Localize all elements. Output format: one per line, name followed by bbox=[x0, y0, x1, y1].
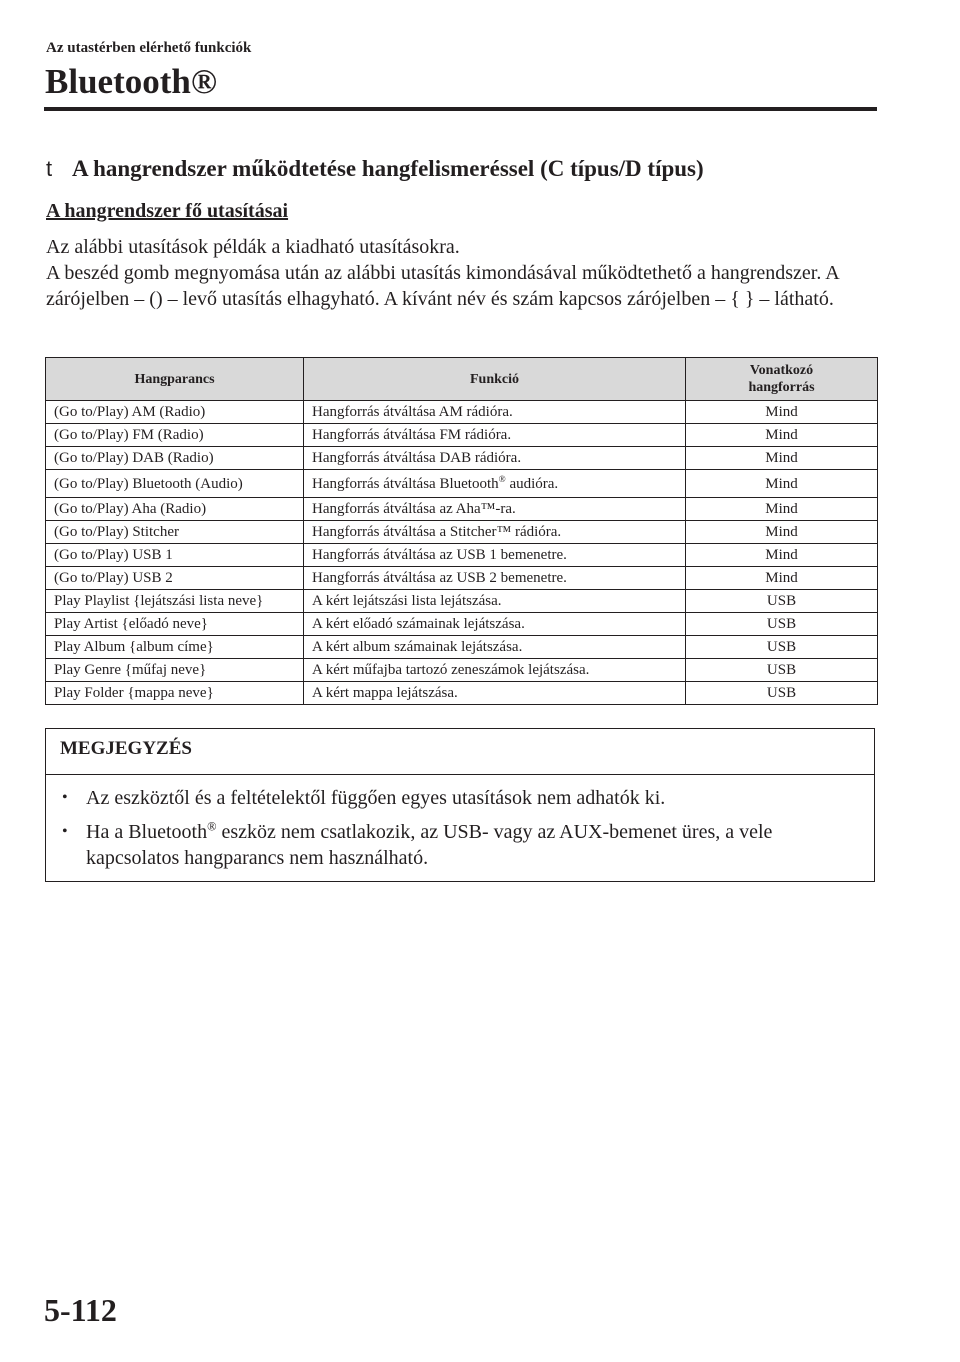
note-box bbox=[45, 728, 875, 882]
source-cell: Mind bbox=[686, 470, 878, 498]
bullet-icon: • bbox=[62, 789, 68, 806]
table-row bbox=[46, 424, 878, 447]
note-item bbox=[62, 785, 860, 811]
intro-line-2: A beszéd gomb megnyomása után az alábbi utasítás kimondásával működtethető a hangrendszer. A zárójelben – () – levő utasítás elhagyható. A kívánt név és szám kapcsos zárójelben – { } – látható. bbox=[46, 262, 839, 310]
table-row bbox=[46, 636, 878, 659]
intro-line-1: Az alábbi utasítások példák a kiadható utasításokra. bbox=[46, 236, 460, 258]
page-number: 5-112 bbox=[44, 1292, 117, 1328]
source-cell: USB bbox=[686, 590, 878, 613]
command-cell: Play Folder {mappa neve} bbox=[46, 682, 304, 705]
function-cell: A kért lejátszási lista lejátszása. bbox=[304, 590, 686, 613]
function-cell bbox=[304, 470, 686, 498]
note-list bbox=[46, 775, 874, 871]
function-cell: A kért album számainak lejátszása. bbox=[304, 636, 686, 659]
topic-heading bbox=[46, 156, 704, 182]
function-cell: A kért mappa lejátszása. bbox=[304, 682, 686, 705]
source-cell: Mind bbox=[686, 567, 878, 590]
command-cell: Play Genre {műfaj neve} bbox=[46, 659, 304, 682]
function-cell: Hangforrás átváltása AM rádióra. bbox=[304, 401, 686, 424]
table-row bbox=[46, 682, 878, 705]
command-cell: (Go to/Play) Aha (Radio) bbox=[46, 498, 304, 521]
source-cell: Mind bbox=[686, 544, 878, 567]
source-cell: USB bbox=[686, 613, 878, 636]
topic-marker-icon: t bbox=[46, 156, 53, 181]
subheading: A hangrendszer fő utasításai bbox=[46, 200, 289, 222]
function-cell: Hangforrás átváltása a Stitcher™ rádióra. bbox=[304, 521, 686, 544]
function-cell: Hangforrás átváltása az USB 2 bemenetre. bbox=[304, 567, 686, 590]
note-text: eszköz nem csatlakozik, az USB- vagy az AUX-bemenet üres, a vele kapcsolatos hangparancs nem használható. bbox=[86, 821, 773, 869]
command-cell: (Go to/Play) AM (Radio) bbox=[46, 401, 304, 424]
registered-mark: ® bbox=[207, 819, 217, 834]
function-cell: A kért előadó számainak lejátszása. bbox=[304, 613, 686, 636]
table-row bbox=[46, 521, 878, 544]
registered-mark: ® bbox=[498, 474, 506, 485]
source-cell: Mind bbox=[686, 401, 878, 424]
bullet-icon: • bbox=[62, 823, 68, 840]
note-title: MEGJEGYZÉS bbox=[46, 729, 874, 775]
source-cell: Mind bbox=[686, 424, 878, 447]
table-row bbox=[46, 567, 878, 590]
header-source-line-1: Vonatkozó bbox=[749, 363, 814, 378]
table-header-row bbox=[46, 358, 878, 401]
command-cell: Play Artist {előadó neve} bbox=[46, 613, 304, 636]
function-cell: A kért műfajba tartozó zeneszámok lejátszása. bbox=[304, 659, 686, 682]
table-row bbox=[46, 659, 878, 682]
function-cell: Hangforrás átváltása az USB 1 bemenetre. bbox=[304, 544, 686, 567]
command-cell: (Go to/Play) USB 2 bbox=[46, 567, 304, 590]
header-source bbox=[686, 358, 878, 401]
table-row bbox=[46, 613, 878, 636]
command-cell: Play Playlist {lejátszási lista neve} bbox=[46, 590, 304, 613]
topic-title: A hangrendszer működtetése hangfelismeréssel (C típus/D típus) bbox=[72, 156, 704, 181]
table-row bbox=[46, 470, 878, 498]
source-cell: USB bbox=[686, 659, 878, 682]
table-row bbox=[46, 544, 878, 567]
command-cell: (Go to/Play) Bluetooth (Audio) bbox=[46, 470, 304, 498]
title-rule bbox=[44, 107, 877, 111]
function-cell: Hangforrás átváltása DAB rádióra. bbox=[304, 447, 686, 470]
function-text: audióra. bbox=[505, 475, 559, 492]
source-cell: Mind bbox=[686, 521, 878, 544]
source-cell: USB bbox=[686, 636, 878, 659]
function-cell: Hangforrás átváltása FM rádióra. bbox=[304, 424, 686, 447]
source-cell: Mind bbox=[686, 447, 878, 470]
header-command: Hangparancs bbox=[46, 358, 304, 401]
command-cell: (Go to/Play) USB 1 bbox=[46, 544, 304, 567]
note-text: Ha a Bluetooth bbox=[86, 821, 208, 843]
note-item bbox=[62, 819, 860, 871]
chapter-title: Bluetooth® bbox=[45, 62, 217, 101]
header-source-line-2: hangforrás bbox=[748, 380, 815, 395]
table-row bbox=[46, 590, 878, 613]
command-cell: Play Album {album címe} bbox=[46, 636, 304, 659]
note-text: Az eszköztől és a feltételektől függően egyes utasítások nem adhatók ki. bbox=[86, 787, 666, 809]
table-row bbox=[46, 447, 878, 470]
command-cell: (Go to/Play) Stitcher bbox=[46, 521, 304, 544]
source-cell: USB bbox=[686, 682, 878, 705]
function-cell: Hangforrás átváltása az Aha™-ra. bbox=[304, 498, 686, 521]
section-label: Az utastérben elérhető funkciók bbox=[46, 40, 252, 56]
command-cell: (Go to/Play) DAB (Radio) bbox=[46, 447, 304, 470]
table-row bbox=[46, 498, 878, 521]
command-cell: (Go to/Play) FM (Radio) bbox=[46, 424, 304, 447]
intro-text bbox=[46, 234, 876, 312]
voice-command-table bbox=[45, 357, 878, 705]
source-cell: Mind bbox=[686, 498, 878, 521]
table-row bbox=[46, 401, 878, 424]
header-function: Funkció bbox=[304, 358, 686, 401]
function-text: Hangforrás átváltása Bluetooth bbox=[312, 475, 499, 492]
